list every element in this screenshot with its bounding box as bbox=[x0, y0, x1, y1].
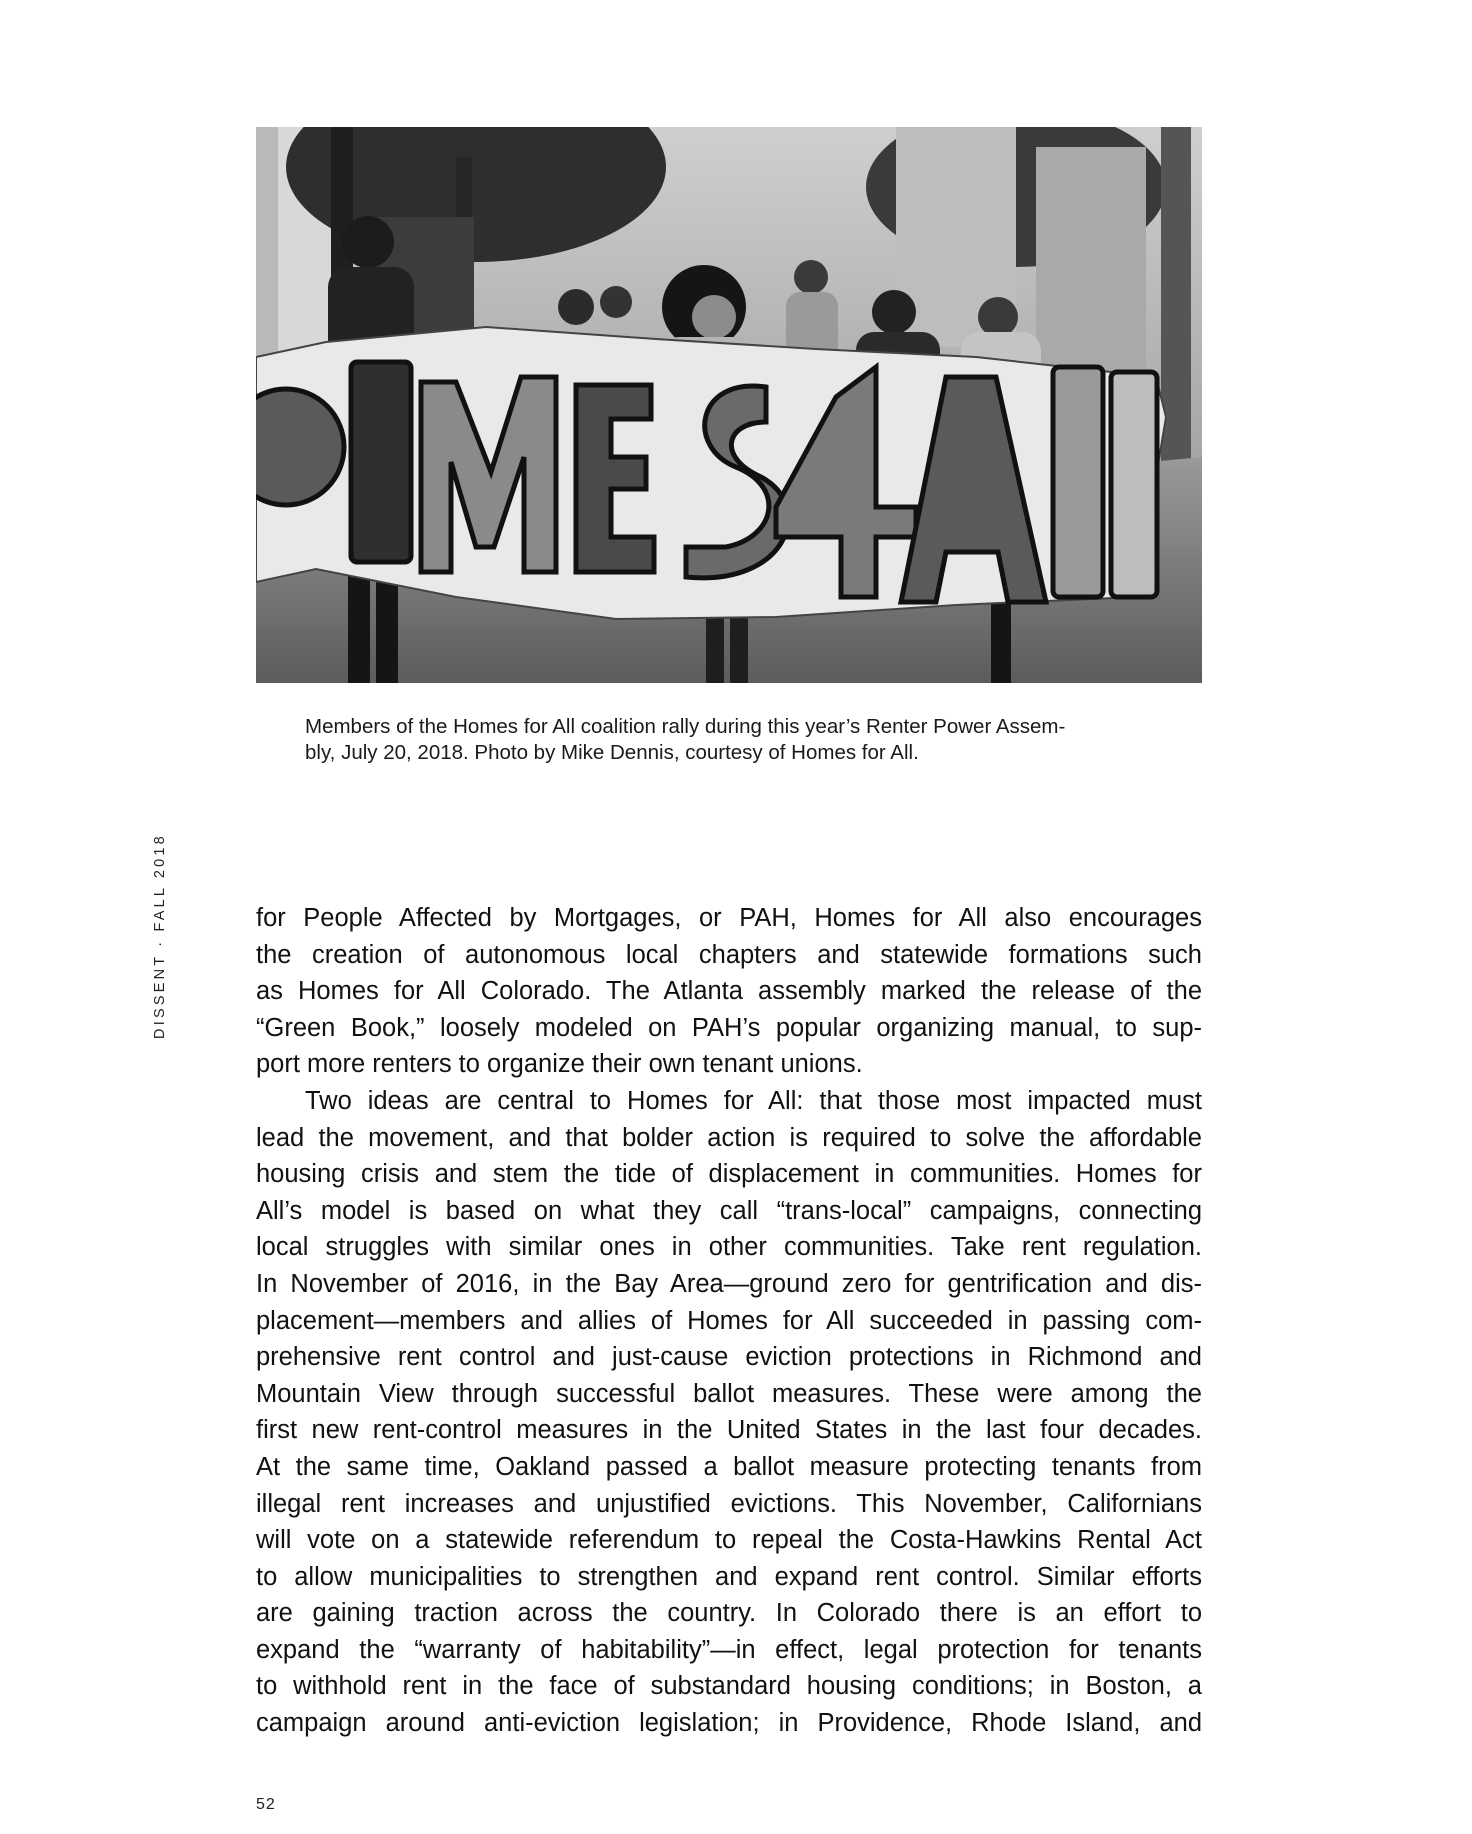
rally-photo bbox=[256, 127, 1202, 683]
body-line: to allow municipalities to strengthen and expand rent control. Similar efforts bbox=[256, 1562, 1202, 1591]
body-line: placement—members and allies of Homes for All succeeded in passing com- bbox=[256, 1306, 1202, 1335]
body-line: local struggles with similar ones in other communities. Take rent regulation. bbox=[256, 1233, 1202, 1262]
body-line: the creation of autonomous local chapters and statewide formations such bbox=[256, 940, 1202, 969]
caption-line: bly, July 20, 2018. Photo by Mike Dennis, courtesy of Homes for All. bbox=[305, 741, 919, 764]
body-line: are gaining traction across the country. In Colorado there is an effort to bbox=[256, 1599, 1202, 1628]
body-line: for People Affected by Mortgages, or PAH, Homes for All also encourages bbox=[256, 904, 1202, 932]
article-body bbox=[256, 900, 1202, 1742]
body-line: port more renters to organize their own tenant unions. bbox=[256, 1050, 863, 1079]
body-line: will vote on a statewide referendum to repeal the Costa-Hawkins Rental Act bbox=[256, 1526, 1202, 1555]
page-number: 52 bbox=[256, 1796, 276, 1813]
body-line: lead the movement, and that bolder action is required to solve the affordable bbox=[256, 1123, 1202, 1152]
body-line: All’s model is based on what they call “trans-local” campaigns, connecting bbox=[256, 1196, 1202, 1225]
body-line: as Homes for All Colorado. The Atlanta assembly marked the release of the bbox=[256, 977, 1202, 1006]
body-line: prehensive rent control and just-cause eviction protections in Richmond and bbox=[256, 1343, 1202, 1372]
caption-line: Members of the Homes for All coalition rally during this year’s Renter Power Assem- bbox=[305, 715, 1066, 738]
body-line: expand the “warranty of habitability”—in effect, legal protection for tenants bbox=[256, 1635, 1202, 1664]
rally-photo-illustration bbox=[256, 127, 1202, 683]
body-line: At the same time, Oakland passed a ballot measure protecting tenants from bbox=[256, 1452, 1202, 1481]
photo-caption bbox=[305, 714, 1202, 766]
body-line: illegal rent increases and unjustified evictions. This November, Californians bbox=[256, 1489, 1202, 1518]
body-line: campaign around anti-eviction legislation; in Providence, Rhode Island, and bbox=[256, 1709, 1202, 1738]
body-line: “Green Book,” loosely modeled on PAH’s popular organizing manual, to sup- bbox=[256, 1013, 1202, 1042]
body-line: first new rent-control measures in the United States in the last four decades. bbox=[256, 1416, 1202, 1445]
running-head: DISSENT · FALL 2018 bbox=[152, 833, 168, 1039]
body-line: Two ideas are central to Homes for All: that those most impacted must bbox=[305, 1086, 1202, 1115]
body-line: Mountain View through successful ballot measures. These were among the bbox=[256, 1379, 1202, 1408]
body-line: housing crisis and stem the tide of displacement in communities. Homes for bbox=[256, 1160, 1202, 1189]
body-line: to withhold rent in the face of substandard housing conditions; in Boston, a bbox=[256, 1672, 1202, 1701]
body-line: In November of 2016, in the Bay Area—ground zero for gentrification and dis- bbox=[256, 1269, 1202, 1298]
